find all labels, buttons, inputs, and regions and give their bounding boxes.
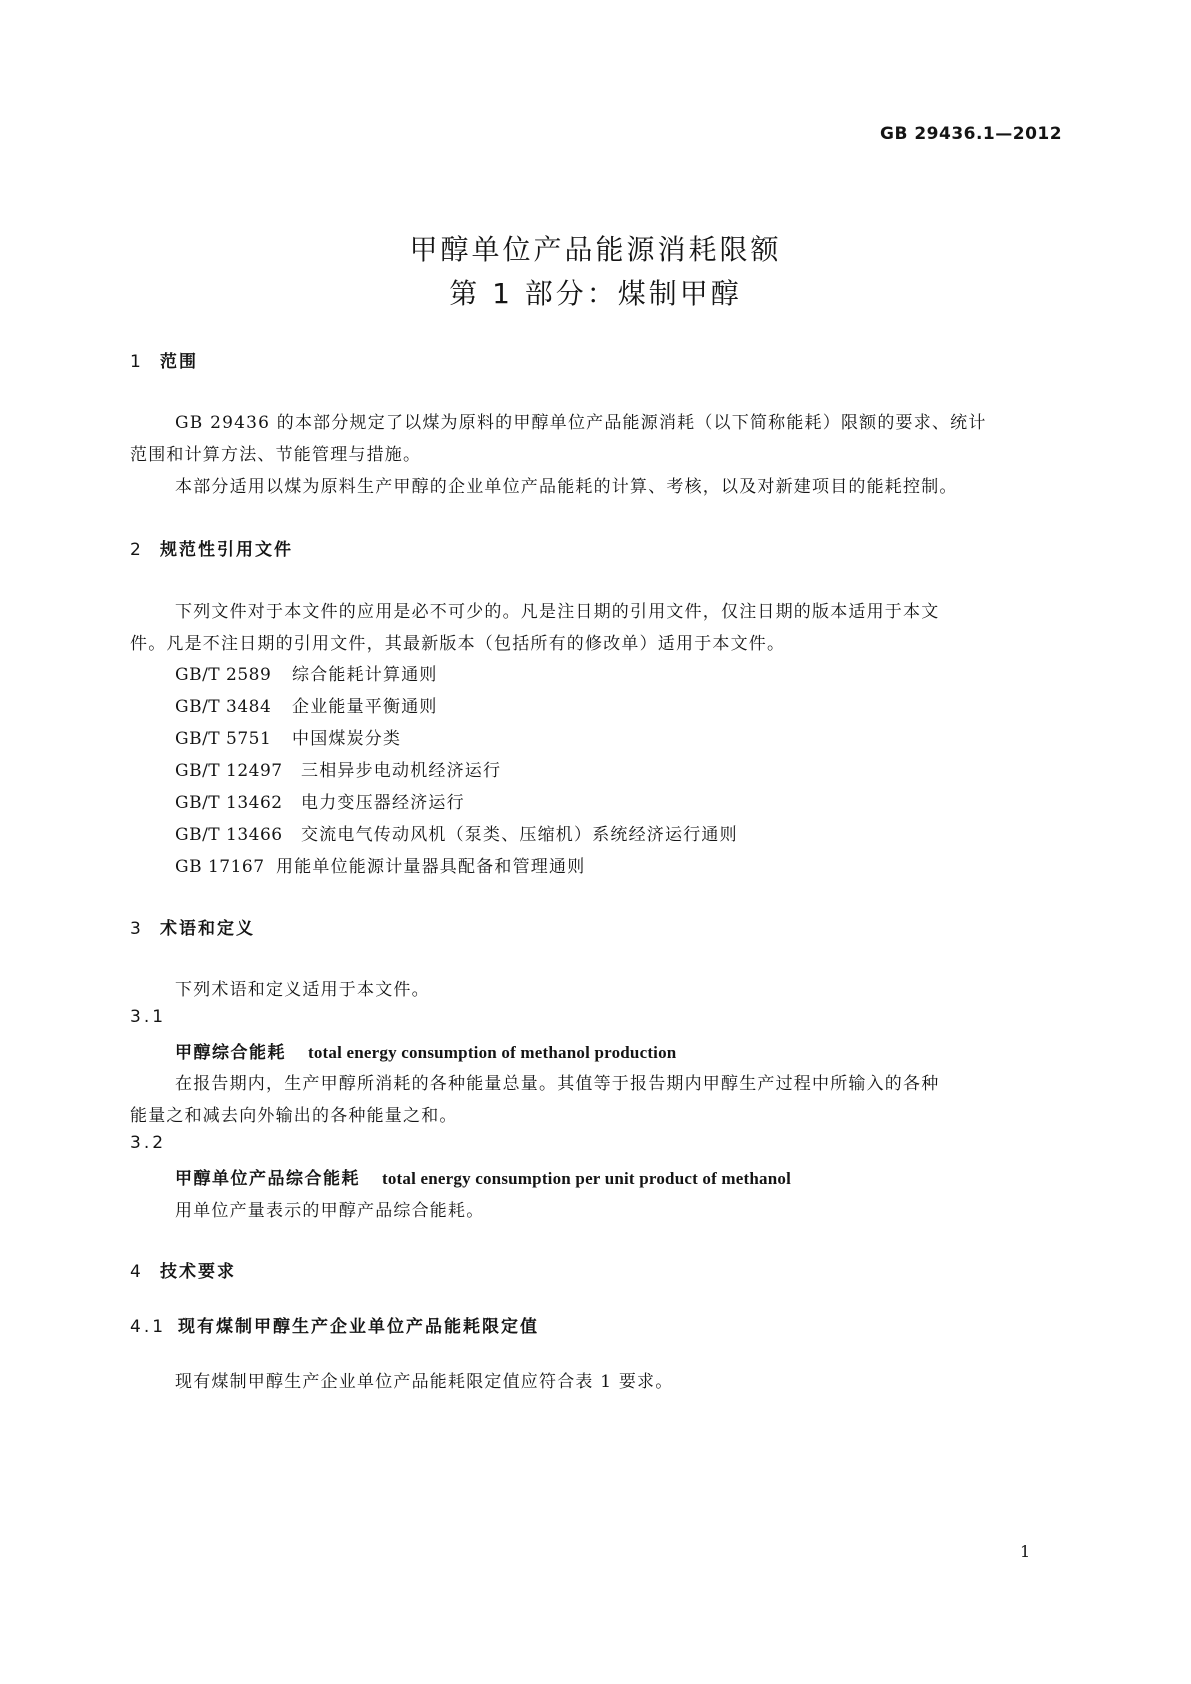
paragraph: 本部分适用以煤为原料生产甲醇的企业单位产品能耗的计算、考核，以及对新建项目的能耗控制。 xyxy=(175,477,958,497)
term-en: total energy consumption per unit product of methanol xyxy=(382,1169,792,1188)
term-zh: 甲醇综合能耗 xyxy=(175,1043,286,1063)
reference-item xyxy=(175,820,738,845)
reference-title: 交流电气传动风机（泵类、压缩机）系统经济运行通则 xyxy=(301,825,738,845)
term-definition: 用单位产量表示的甲醇产品综合能耗。 xyxy=(175,1201,485,1221)
reference-title: 电力变压器经济运行 xyxy=(301,793,465,813)
document-title: 甲醇单位产品能源消耗限额 xyxy=(409,233,782,266)
reference-code: GB/T 2589 xyxy=(175,665,272,685)
reference-item xyxy=(175,852,585,877)
reference-title: 中国煤炭分类 xyxy=(292,729,402,749)
section-number: 4 xyxy=(130,1262,143,1282)
page-number: 1 xyxy=(1020,1542,1031,1561)
term-entry xyxy=(175,1164,791,1189)
term-entry xyxy=(175,1038,676,1063)
term-en: total energy consumption of methanol production xyxy=(308,1043,677,1062)
paragraph: GB 29436 的本部分规定了以煤为原料的甲醇单位产品能源消耗（以下简称能耗）限额的要求、统计 xyxy=(175,413,987,433)
standard-code: GB 29436.1—2012 xyxy=(880,124,1063,144)
section-number: 1 xyxy=(130,352,143,372)
section-2-heading xyxy=(130,535,293,560)
term-number: 3.2 xyxy=(130,1133,167,1153)
subsection-number: 4.1 xyxy=(130,1317,167,1337)
reference-title: 三相异步电动机经济运行 xyxy=(301,761,502,781)
reference-code: GB 17167 xyxy=(175,857,265,877)
reference-code: GB/T 13462 xyxy=(175,793,283,813)
subsection-title: 现有煤制甲醇生产企业单位产品能耗限定值 xyxy=(178,1317,539,1337)
paragraph: 现有煤制甲醇生产企业单位产品能耗限定值应符合表 1 要求。 xyxy=(175,1372,674,1392)
section-title: 范围 xyxy=(160,352,198,372)
section-4-heading xyxy=(130,1257,236,1282)
section-title: 术语和定义 xyxy=(160,919,255,939)
reference-item xyxy=(175,788,465,813)
section-number: 2 xyxy=(130,540,143,560)
reference-item xyxy=(175,692,438,717)
reference-item xyxy=(175,724,401,749)
term-number: 3.1 xyxy=(130,1007,167,1027)
term-zh: 甲醇单位产品综合能耗 xyxy=(175,1169,360,1189)
document-subtitle: 第 1 部分：煤制甲醇 xyxy=(449,277,742,310)
subsection-4-1-heading xyxy=(130,1312,539,1337)
paragraph-continued: 件。凡是不注日期的引用文件，其最新版本（包括所有的修改单）适用于本文件。 xyxy=(130,634,786,654)
reference-item xyxy=(175,756,501,781)
reference-code: GB/T 12497 xyxy=(175,761,283,781)
section-title: 规范性引用文件 xyxy=(160,540,293,560)
reference-code: GB/T 5751 xyxy=(175,729,272,749)
paragraph-continued: 范围和计算方法、节能管理与措施。 xyxy=(130,445,422,465)
reference-title: 企业能量平衡通则 xyxy=(292,697,438,717)
reference-title: 用能单位能源计量器具配备和管理通则 xyxy=(276,857,586,877)
section-number: 3 xyxy=(130,919,143,939)
paragraph: 下列术语和定义适用于本文件。 xyxy=(175,980,430,1000)
reference-code: GB/T 13466 xyxy=(175,825,283,845)
paragraph: 下列文件对于本文件的应用是必不可少的。凡是注日期的引用文件，仅注日期的版本适用于本文 xyxy=(175,602,940,622)
term-definition-continued: 能量之和减去向外输出的各种能量之和。 xyxy=(130,1106,458,1126)
reference-item xyxy=(175,660,438,685)
reference-code: GB/T 3484 xyxy=(175,697,272,717)
section-1-heading xyxy=(130,347,198,372)
reference-title: 综合能耗计算通则 xyxy=(292,665,438,685)
section-title: 技术要求 xyxy=(160,1262,236,1282)
term-definition: 在报告期内，生产甲醇所消耗的各种能量总量。其值等于报告期内甲醇生产过程中所输入的各种 xyxy=(175,1074,940,1094)
section-3-heading xyxy=(130,914,255,939)
